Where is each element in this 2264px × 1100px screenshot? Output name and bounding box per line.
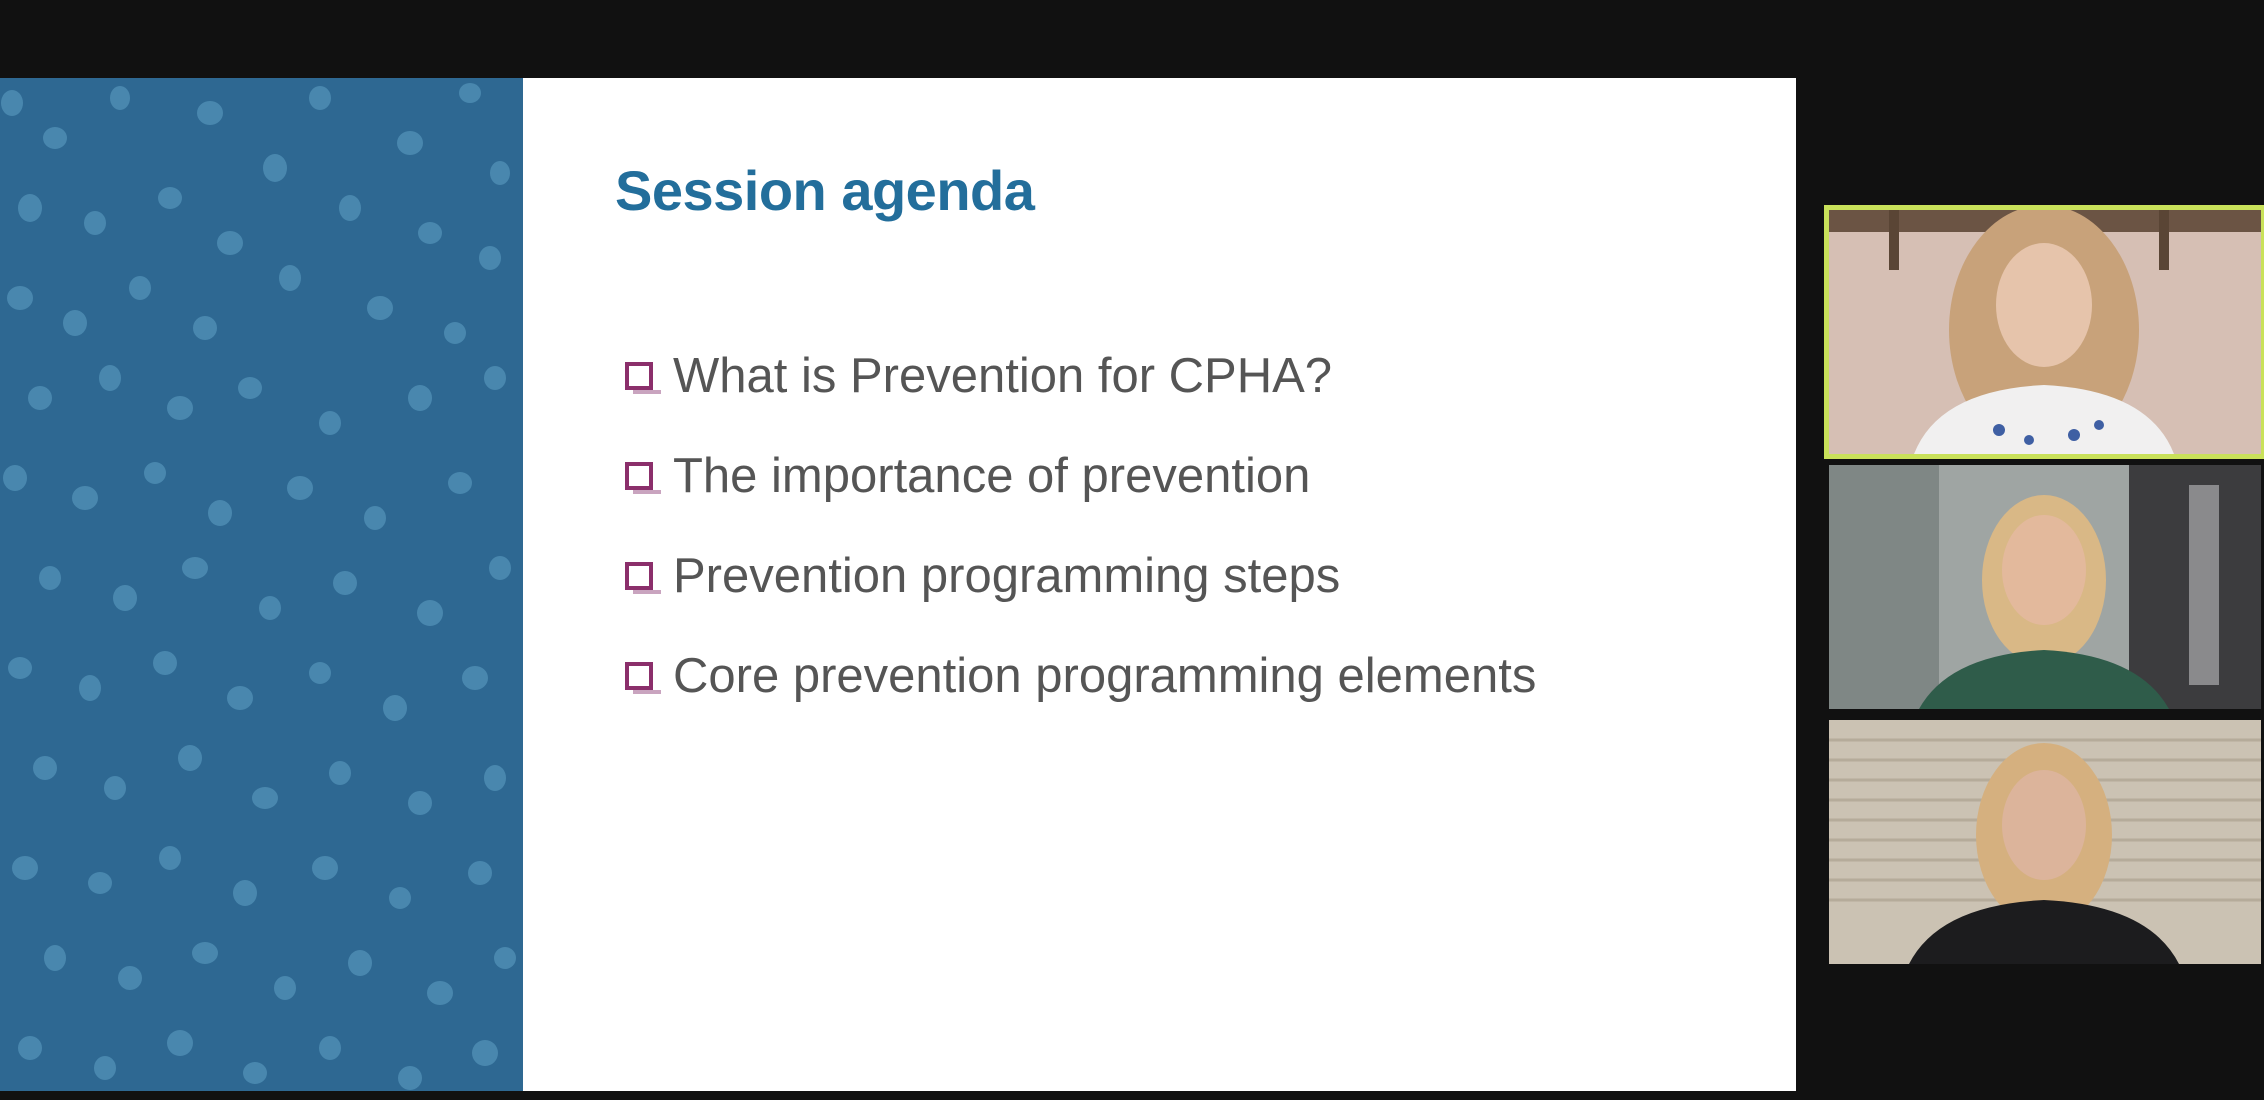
agenda-item-label: Prevention programming steps <box>673 549 1341 603</box>
agenda-item-label: The importance of prevention <box>673 449 1311 503</box>
agenda-item-label: What is Prevention for CPHA? <box>673 349 1333 403</box>
participant-video-tile[interactable] <box>1829 720 2261 964</box>
person-video-icon <box>1829 720 2261 964</box>
person-video-icon <box>1829 210 2261 454</box>
shared-slide <box>0 78 1796 1091</box>
participant-video-tile[interactable] <box>1829 465 2261 709</box>
agenda-list <box>625 326 1536 726</box>
agenda-item <box>625 626 1536 726</box>
participant-video-tile-active-speaker[interactable] <box>1829 210 2261 454</box>
slide-title: Session agenda <box>615 159 1035 222</box>
agenda-item <box>625 526 1536 626</box>
checkbox-bullet-icon <box>625 662 653 690</box>
agenda-item-label: Core prevention programming elements <box>673 649 1537 703</box>
checkbox-bullet-icon <box>625 562 653 590</box>
decorative-pattern-panel <box>0 78 523 1091</box>
dot-pattern-graphic <box>0 78 523 1091</box>
agenda-item <box>625 426 1536 526</box>
person-video-icon <box>1829 465 2261 709</box>
agenda-item <box>625 326 1536 426</box>
checkbox-bullet-icon <box>625 362 653 390</box>
checkbox-bullet-icon <box>625 462 653 490</box>
